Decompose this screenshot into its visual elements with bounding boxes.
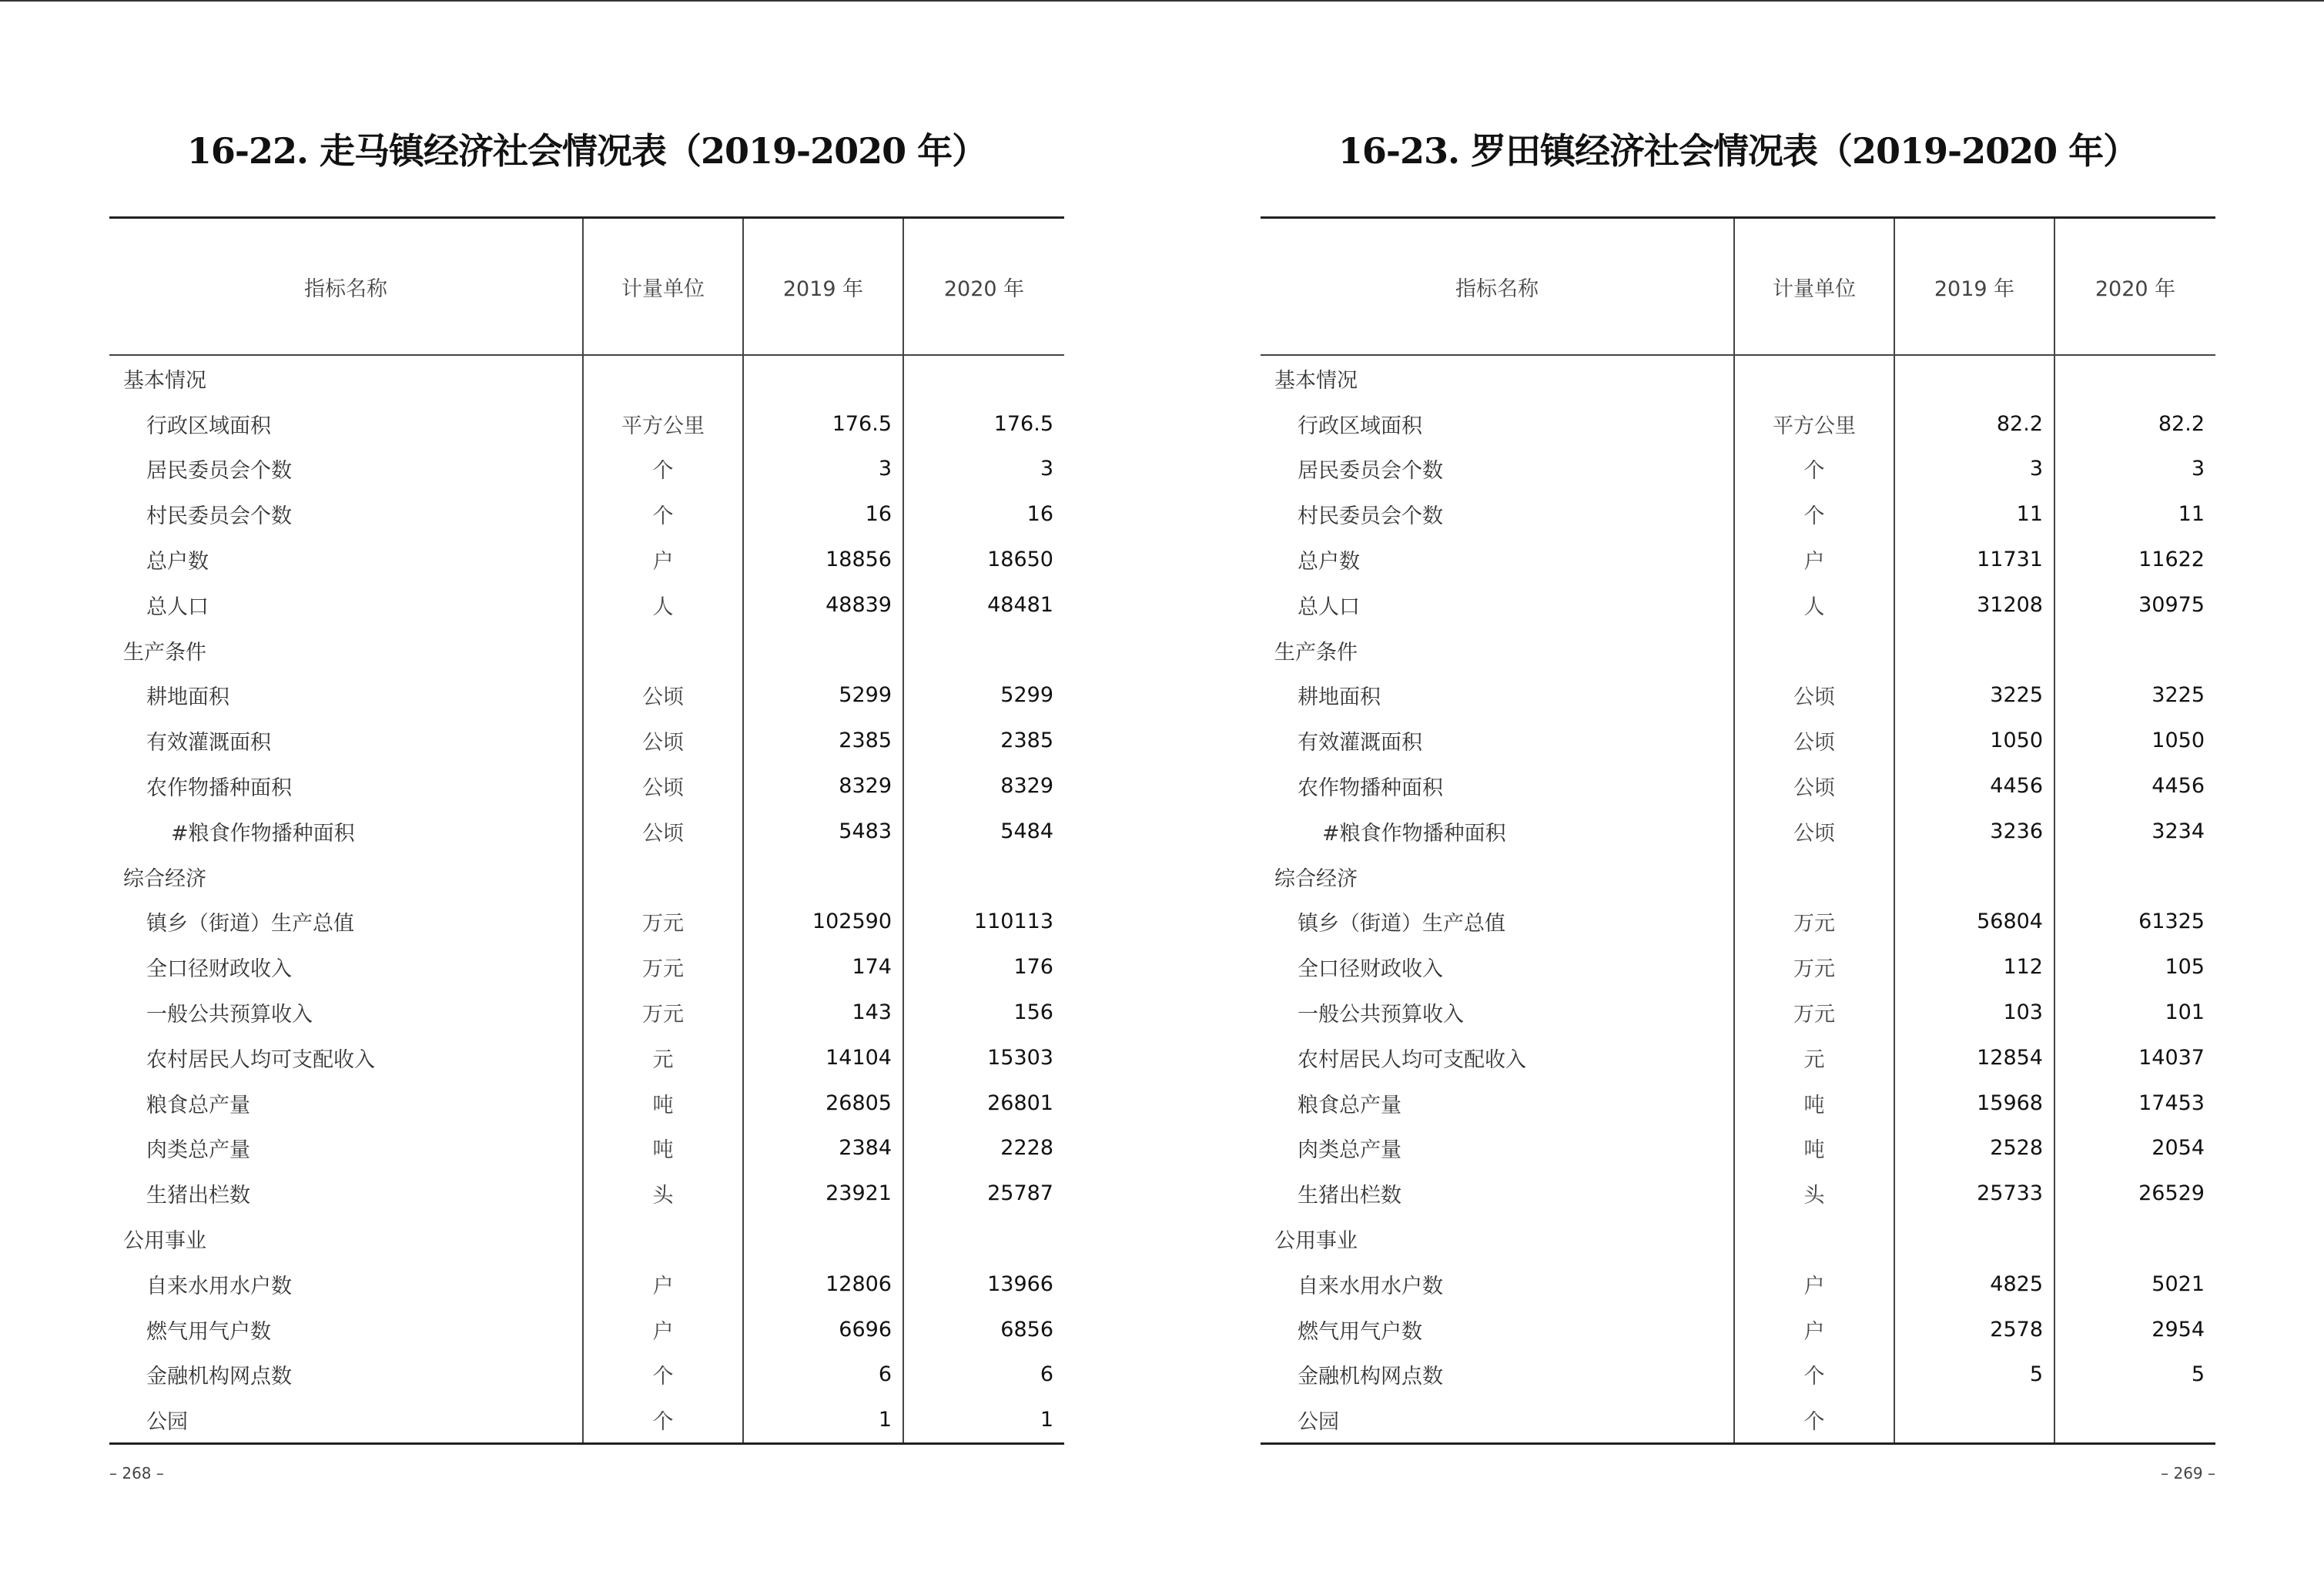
indicator-name-cell: 燃气用气户数 (146, 1319, 271, 1344)
indicator-name-cell: 行政区域面积 (146, 414, 271, 438)
value-2019-cell (743, 854, 903, 900)
value-2020-cell: 16 (903, 491, 1064, 537)
value-2020-cell: 4456 (2054, 763, 2215, 809)
value-2019-cell (1894, 1216, 2054, 1261)
indicator-name-cell: 村民委员会个数 (1298, 504, 1443, 529)
table-row (109, 582, 1064, 628)
indicator-name-cell: 一般公共预算收入 (1298, 1003, 1464, 1027)
indicator-name-cell: 农作物播种面积 (1298, 776, 1443, 801)
value-2019-cell: 3236 (1894, 809, 2054, 854)
header-year-2020: 2020 年 (2054, 218, 2215, 356)
unit-cell: 吨 (1734, 1126, 1894, 1171)
value-2019-cell: 3225 (1894, 673, 2054, 719)
value-2019-cell: 12854 (1894, 1035, 2054, 1080)
indicator-name-cell: 肉类总产量 (146, 1138, 250, 1163)
value-2019-cell: 15968 (1894, 1080, 2054, 1126)
value-2020-cell: 26801 (903, 1080, 1064, 1126)
indicator-name-cell: 自来水用水户数 (1298, 1274, 1443, 1298)
table-body (1261, 355, 2215, 1444)
value-2020-cell: 5484 (903, 809, 1064, 854)
unit-cell (1734, 1216, 1894, 1261)
value-2020-cell: 30975 (2054, 582, 2215, 628)
value-2019-cell: 11 (1894, 491, 2054, 537)
value-2019-cell: 2384 (743, 1126, 903, 1171)
table-row (109, 491, 1064, 537)
unit-cell: 吨 (583, 1126, 743, 1171)
value-2019-cell: 4825 (1894, 1261, 2054, 1307)
value-2020-cell: 5021 (2054, 1261, 2215, 1307)
value-2020-cell: 156 (903, 990, 1064, 1035)
table-row (109, 1307, 1064, 1352)
unit-cell: 个 (1734, 1397, 1894, 1443)
value-2020-cell: 2228 (903, 1126, 1064, 1171)
value-2020-cell: 48481 (903, 582, 1064, 628)
unit-cell: 元 (1734, 1035, 1894, 1080)
table-row (109, 1397, 1064, 1443)
section-row (109, 854, 1064, 900)
value-2019-cell: 26805 (743, 1080, 903, 1126)
value-2020-cell (903, 628, 1064, 673)
indicator-name-cell: 一般公共预算收入 (146, 1003, 313, 1027)
table-row (109, 673, 1064, 719)
header-row (109, 218, 1064, 356)
value-2020-cell: 26529 (2054, 1171, 2215, 1216)
value-2020-cell: 2385 (903, 718, 1064, 763)
value-2019-cell: 1 (743, 1397, 903, 1443)
indicator-name-cell: 全口径财政收入 (1298, 957, 1443, 982)
unit-cell: 平方公里 (583, 401, 743, 447)
unit-cell: 个 (1734, 1352, 1894, 1398)
indicator-name-cell: 耕地面积 (146, 685, 229, 710)
table-row (109, 1080, 1064, 1126)
unit-cell: 户 (1734, 1261, 1894, 1307)
value-2020-cell: 176 (903, 944, 1064, 990)
table-title: 16-22. 走马镇经济社会情况表（2019-2020 年） (186, 130, 987, 172)
indicator-name-cell: 有效灌溉面积 (1298, 731, 1422, 755)
value-2020-cell: 1 (903, 1397, 1064, 1443)
value-2019-cell (743, 355, 903, 401)
indicator-name-cell: 公园 (1298, 1410, 1339, 1435)
section-row (1261, 1216, 2215, 1261)
table-row (1261, 1035, 2215, 1080)
value-2019-cell: 2578 (1894, 1307, 2054, 1352)
value-2019-cell: 174 (743, 944, 903, 990)
value-2019-cell: 6 (743, 1352, 903, 1398)
value-2020-cell: 2054 (2054, 1126, 2215, 1171)
unit-cell: 万元 (1734, 900, 1894, 945)
table-row (1261, 401, 2215, 447)
indicator-name-cell: 总人口 (146, 595, 209, 619)
indicator-name-cell: 村民委员会个数 (146, 504, 292, 529)
table-body (109, 355, 1064, 1444)
unit-cell (583, 1216, 743, 1261)
table-row (1261, 763, 2215, 809)
unit-cell: 公顷 (583, 673, 743, 719)
unit-cell: 户 (1734, 1307, 1894, 1352)
stat-table (109, 216, 1064, 1445)
value-2019-cell (1894, 1397, 2054, 1443)
indicator-name-cell: 镇乡（街道）生产总值 (146, 912, 354, 936)
value-2020-cell: 6 (903, 1352, 1064, 1398)
value-2019-cell: 4456 (1894, 763, 2054, 809)
unit-cell: 人 (1734, 582, 1894, 628)
value-2020-cell: 61325 (2054, 900, 2215, 945)
value-2019-cell: 2385 (743, 718, 903, 763)
indicator-name-cell: 居民委员会个数 (1298, 459, 1443, 484)
unit-cell: 万元 (1734, 990, 1894, 1035)
value-2020-cell: 1050 (2054, 718, 2215, 763)
table-row (1261, 1397, 2215, 1443)
value-2019-cell: 6696 (743, 1307, 903, 1352)
indicator-name-cell: 农村居民人均可支配收入 (1298, 1047, 1526, 1072)
value-2019-cell: 23921 (743, 1171, 903, 1216)
unit-cell: 公顷 (583, 718, 743, 763)
value-2020-cell: 6856 (903, 1307, 1064, 1352)
header-indicator-name: 指标名称 (1261, 218, 1734, 356)
header-year-2019: 2019 年 (1894, 218, 2054, 356)
indicator-name-cell: 生猪出栏数 (146, 1184, 250, 1208)
table-row (109, 1035, 1064, 1080)
value-2019-cell (743, 628, 903, 673)
value-2019-cell: 8329 (743, 763, 903, 809)
indicator-name-cell: 生产条件 (1274, 640, 1358, 665)
indicator-name-cell: 公用事业 (1274, 1229, 1358, 1254)
value-2019-cell: 12806 (743, 1261, 903, 1307)
unit-cell: 公顷 (1734, 763, 1894, 809)
unit-cell: 个 (583, 1352, 743, 1398)
value-2020-cell: 3 (903, 447, 1064, 492)
value-2020-cell: 17453 (2054, 1080, 2215, 1126)
table-row (1261, 582, 2215, 628)
section-row (1261, 854, 2215, 900)
table-row (1261, 944, 2215, 990)
value-2019-cell (1894, 628, 2054, 673)
page-right (1261, 0, 2215, 1588)
unit-cell: 个 (1734, 491, 1894, 537)
value-2019-cell: 102590 (743, 900, 903, 945)
unit-cell: 公顷 (1734, 809, 1894, 854)
value-2019-cell: 11731 (1894, 537, 2054, 582)
table-row (109, 537, 1064, 582)
unit-cell: 个 (583, 491, 743, 537)
value-2019-cell: 2528 (1894, 1126, 2054, 1171)
value-2019-cell: 82.2 (1894, 401, 2054, 447)
unit-cell: 公顷 (583, 763, 743, 809)
value-2020-cell (2054, 355, 2215, 401)
table-row (1261, 1352, 2215, 1398)
table-row (1261, 1126, 2215, 1171)
value-2020-cell: 176.5 (903, 401, 1064, 447)
value-2020-cell (2054, 628, 2215, 673)
indicator-name-cell: 粮食总产量 (146, 1093, 250, 1117)
unit-cell: 户 (1734, 537, 1894, 582)
indicator-name-cell: 综合经济 (123, 866, 206, 891)
unit-cell: 头 (583, 1171, 743, 1216)
table-row (1261, 491, 2215, 537)
header-indicator-name: 指标名称 (109, 218, 583, 356)
table-row (1261, 1261, 2215, 1307)
unit-cell: 户 (583, 537, 743, 582)
table-row (1261, 718, 2215, 763)
indicator-name-cell: 综合经济 (1274, 866, 1358, 891)
unit-cell: 公顷 (1734, 673, 1894, 719)
indicator-name-cell: 行政区域面积 (1298, 414, 1422, 438)
value-2020-cell (2054, 1397, 2215, 1443)
value-2019-cell: 56804 (1894, 900, 2054, 945)
value-2019-cell: 3 (743, 447, 903, 492)
value-2020-cell: 15303 (903, 1035, 1064, 1080)
table-row (109, 944, 1064, 990)
value-2019-cell: 5299 (743, 673, 903, 719)
table-row (109, 1352, 1064, 1398)
value-2019-cell: 25733 (1894, 1171, 2054, 1216)
table-title: 16-23. 罗田镇经济社会情况表（2019-2020 年） (1338, 130, 2138, 172)
value-2020-cell (903, 355, 1064, 401)
unit-cell: 个 (583, 1397, 743, 1443)
value-2019-cell: 176.5 (743, 401, 903, 447)
section-row (109, 355, 1064, 401)
value-2019-cell: 1050 (1894, 718, 2054, 763)
value-2019-cell: 112 (1894, 944, 2054, 990)
value-2020-cell: 2954 (2054, 1307, 2215, 1352)
value-2020-cell: 82.2 (2054, 401, 2215, 447)
indicator-name-cell: 总户数 (1298, 550, 1360, 575)
table-row (1261, 900, 2215, 945)
value-2020-cell: 11 (2054, 491, 2215, 537)
page-number: – 268 – (109, 1464, 164, 1482)
header-unit: 计量单位 (1734, 218, 1894, 356)
table-row (1261, 1080, 2215, 1126)
indicator-name-cell: 金融机构网点数 (146, 1365, 292, 1389)
value-2019-cell (1894, 854, 2054, 900)
table-row (1261, 1171, 2215, 1216)
value-2020-cell: 3225 (2054, 673, 2215, 719)
indicator-name-cell: 肉类总产量 (1298, 1138, 1401, 1163)
table-row (109, 447, 1064, 492)
value-2019-cell: 48839 (743, 582, 903, 628)
value-2019-cell: 16 (743, 491, 903, 537)
table-row (109, 1126, 1064, 1171)
header-year-2019: 2019 年 (743, 218, 903, 356)
unit-cell (1734, 628, 1894, 673)
table-row (109, 990, 1064, 1035)
indicator-name-cell: 公用事业 (123, 1229, 206, 1254)
value-2020-cell: 3 (2054, 447, 2215, 492)
indicator-name-cell: 总户数 (146, 550, 209, 575)
indicator-name-cell: 自来水用水户数 (146, 1274, 292, 1298)
value-2020-cell: 25787 (903, 1171, 1064, 1216)
indicator-name-cell: 镇乡（街道）生产总值 (1298, 912, 1505, 936)
indicator-name-cell: 基本情况 (1274, 368, 1358, 393)
header-unit: 计量单位 (583, 218, 743, 356)
value-2019-cell: 31208 (1894, 582, 2054, 628)
indicator-name-cell: 总人口 (1298, 595, 1360, 619)
value-2020-cell: 13966 (903, 1261, 1064, 1307)
value-2019-cell: 5 (1894, 1352, 2054, 1398)
unit-cell: 吨 (583, 1080, 743, 1126)
table-row (109, 900, 1064, 945)
indicator-name-cell: 农作物播种面积 (146, 776, 292, 801)
table-row (109, 718, 1064, 763)
value-2019-cell: 18856 (743, 537, 903, 582)
value-2019-cell: 3 (1894, 447, 2054, 492)
indicator-name-cell: #粮食作物播种面积 (1322, 821, 1506, 846)
header-row (1261, 218, 2215, 356)
unit-cell: 户 (583, 1261, 743, 1307)
table-row (1261, 990, 2215, 1035)
indicator-name-cell: 基本情况 (123, 368, 206, 393)
indicator-name-cell: 居民委员会个数 (146, 459, 292, 484)
value-2020-cell: 5299 (903, 673, 1064, 719)
header-year-2020: 2020 年 (903, 218, 1064, 356)
value-2020-cell (2054, 854, 2215, 900)
unit-cell: 万元 (583, 944, 743, 990)
table-row (109, 401, 1064, 447)
unit-cell: 吨 (1734, 1080, 1894, 1126)
indicator-name-cell: 生产条件 (123, 640, 206, 665)
value-2020-cell (903, 854, 1064, 900)
value-2019-cell: 103 (1894, 990, 2054, 1035)
table-row (109, 809, 1064, 854)
value-2020-cell: 110113 (903, 900, 1064, 945)
indicator-name-cell: 农村居民人均可支配收入 (146, 1047, 375, 1072)
unit-cell (583, 628, 743, 673)
value-2020-cell: 18650 (903, 537, 1064, 582)
indicator-name-cell: 燃气用气户数 (1298, 1319, 1422, 1344)
unit-cell: 个 (1734, 447, 1894, 492)
table-row (1261, 673, 2215, 719)
value-2019-cell: 14104 (743, 1035, 903, 1080)
indicator-name-cell: 生猪出栏数 (1298, 1184, 1401, 1208)
indicator-name-cell: 粮食总产量 (1298, 1093, 1401, 1117)
indicator-name-cell: 耕地面积 (1298, 685, 1381, 710)
unit-cell: 万元 (1734, 944, 1894, 990)
section-row (109, 1216, 1064, 1261)
value-2020-cell: 5 (2054, 1352, 2215, 1398)
table-row (109, 1171, 1064, 1216)
page-left (109, 0, 1064, 1588)
unit-cell: 万元 (583, 990, 743, 1035)
value-2020-cell (2054, 1216, 2215, 1261)
unit-cell: 公顷 (1734, 718, 1894, 763)
unit-cell (1734, 854, 1894, 900)
indicator-name-cell: 公园 (146, 1410, 188, 1435)
table-row (109, 1261, 1064, 1307)
section-row (109, 628, 1064, 673)
value-2019-cell (743, 1216, 903, 1261)
unit-cell (1734, 355, 1894, 401)
unit-cell: 元 (583, 1035, 743, 1080)
unit-cell (583, 854, 743, 900)
value-2020-cell: 14037 (2054, 1035, 2215, 1080)
unit-cell: 万元 (583, 900, 743, 945)
unit-cell: 人 (583, 582, 743, 628)
table-row (1261, 537, 2215, 582)
table-row (1261, 809, 2215, 854)
value-2020-cell: 11622 (2054, 537, 2215, 582)
value-2020-cell: 101 (2054, 990, 2215, 1035)
unit-cell: 公顷 (583, 809, 743, 854)
page-number: – 269 – (2161, 1464, 2215, 1482)
section-row (1261, 355, 2215, 401)
unit-cell: 平方公里 (1734, 401, 1894, 447)
stat-table (1261, 216, 2215, 1445)
value-2020-cell: 3234 (2054, 809, 2215, 854)
table-row (1261, 1307, 2215, 1352)
value-2020-cell (903, 1216, 1064, 1261)
indicator-name-cell: 金融机构网点数 (1298, 1365, 1443, 1389)
value-2020-cell: 8329 (903, 763, 1064, 809)
table-row (1261, 447, 2215, 492)
indicator-name-cell: 全口径财政收入 (146, 957, 292, 982)
unit-cell: 户 (583, 1307, 743, 1352)
indicator-name-cell: #粮食作物播种面积 (171, 821, 355, 846)
unit-cell (583, 355, 743, 401)
section-row (1261, 628, 2215, 673)
value-2019-cell: 143 (743, 990, 903, 1035)
value-2020-cell: 105 (2054, 944, 2215, 990)
value-2019-cell (1894, 355, 2054, 401)
table-row (109, 763, 1064, 809)
unit-cell: 个 (583, 447, 743, 492)
value-2019-cell: 5483 (743, 809, 903, 854)
unit-cell: 头 (1734, 1171, 1894, 1216)
indicator-name-cell: 有效灌溉面积 (146, 731, 271, 755)
